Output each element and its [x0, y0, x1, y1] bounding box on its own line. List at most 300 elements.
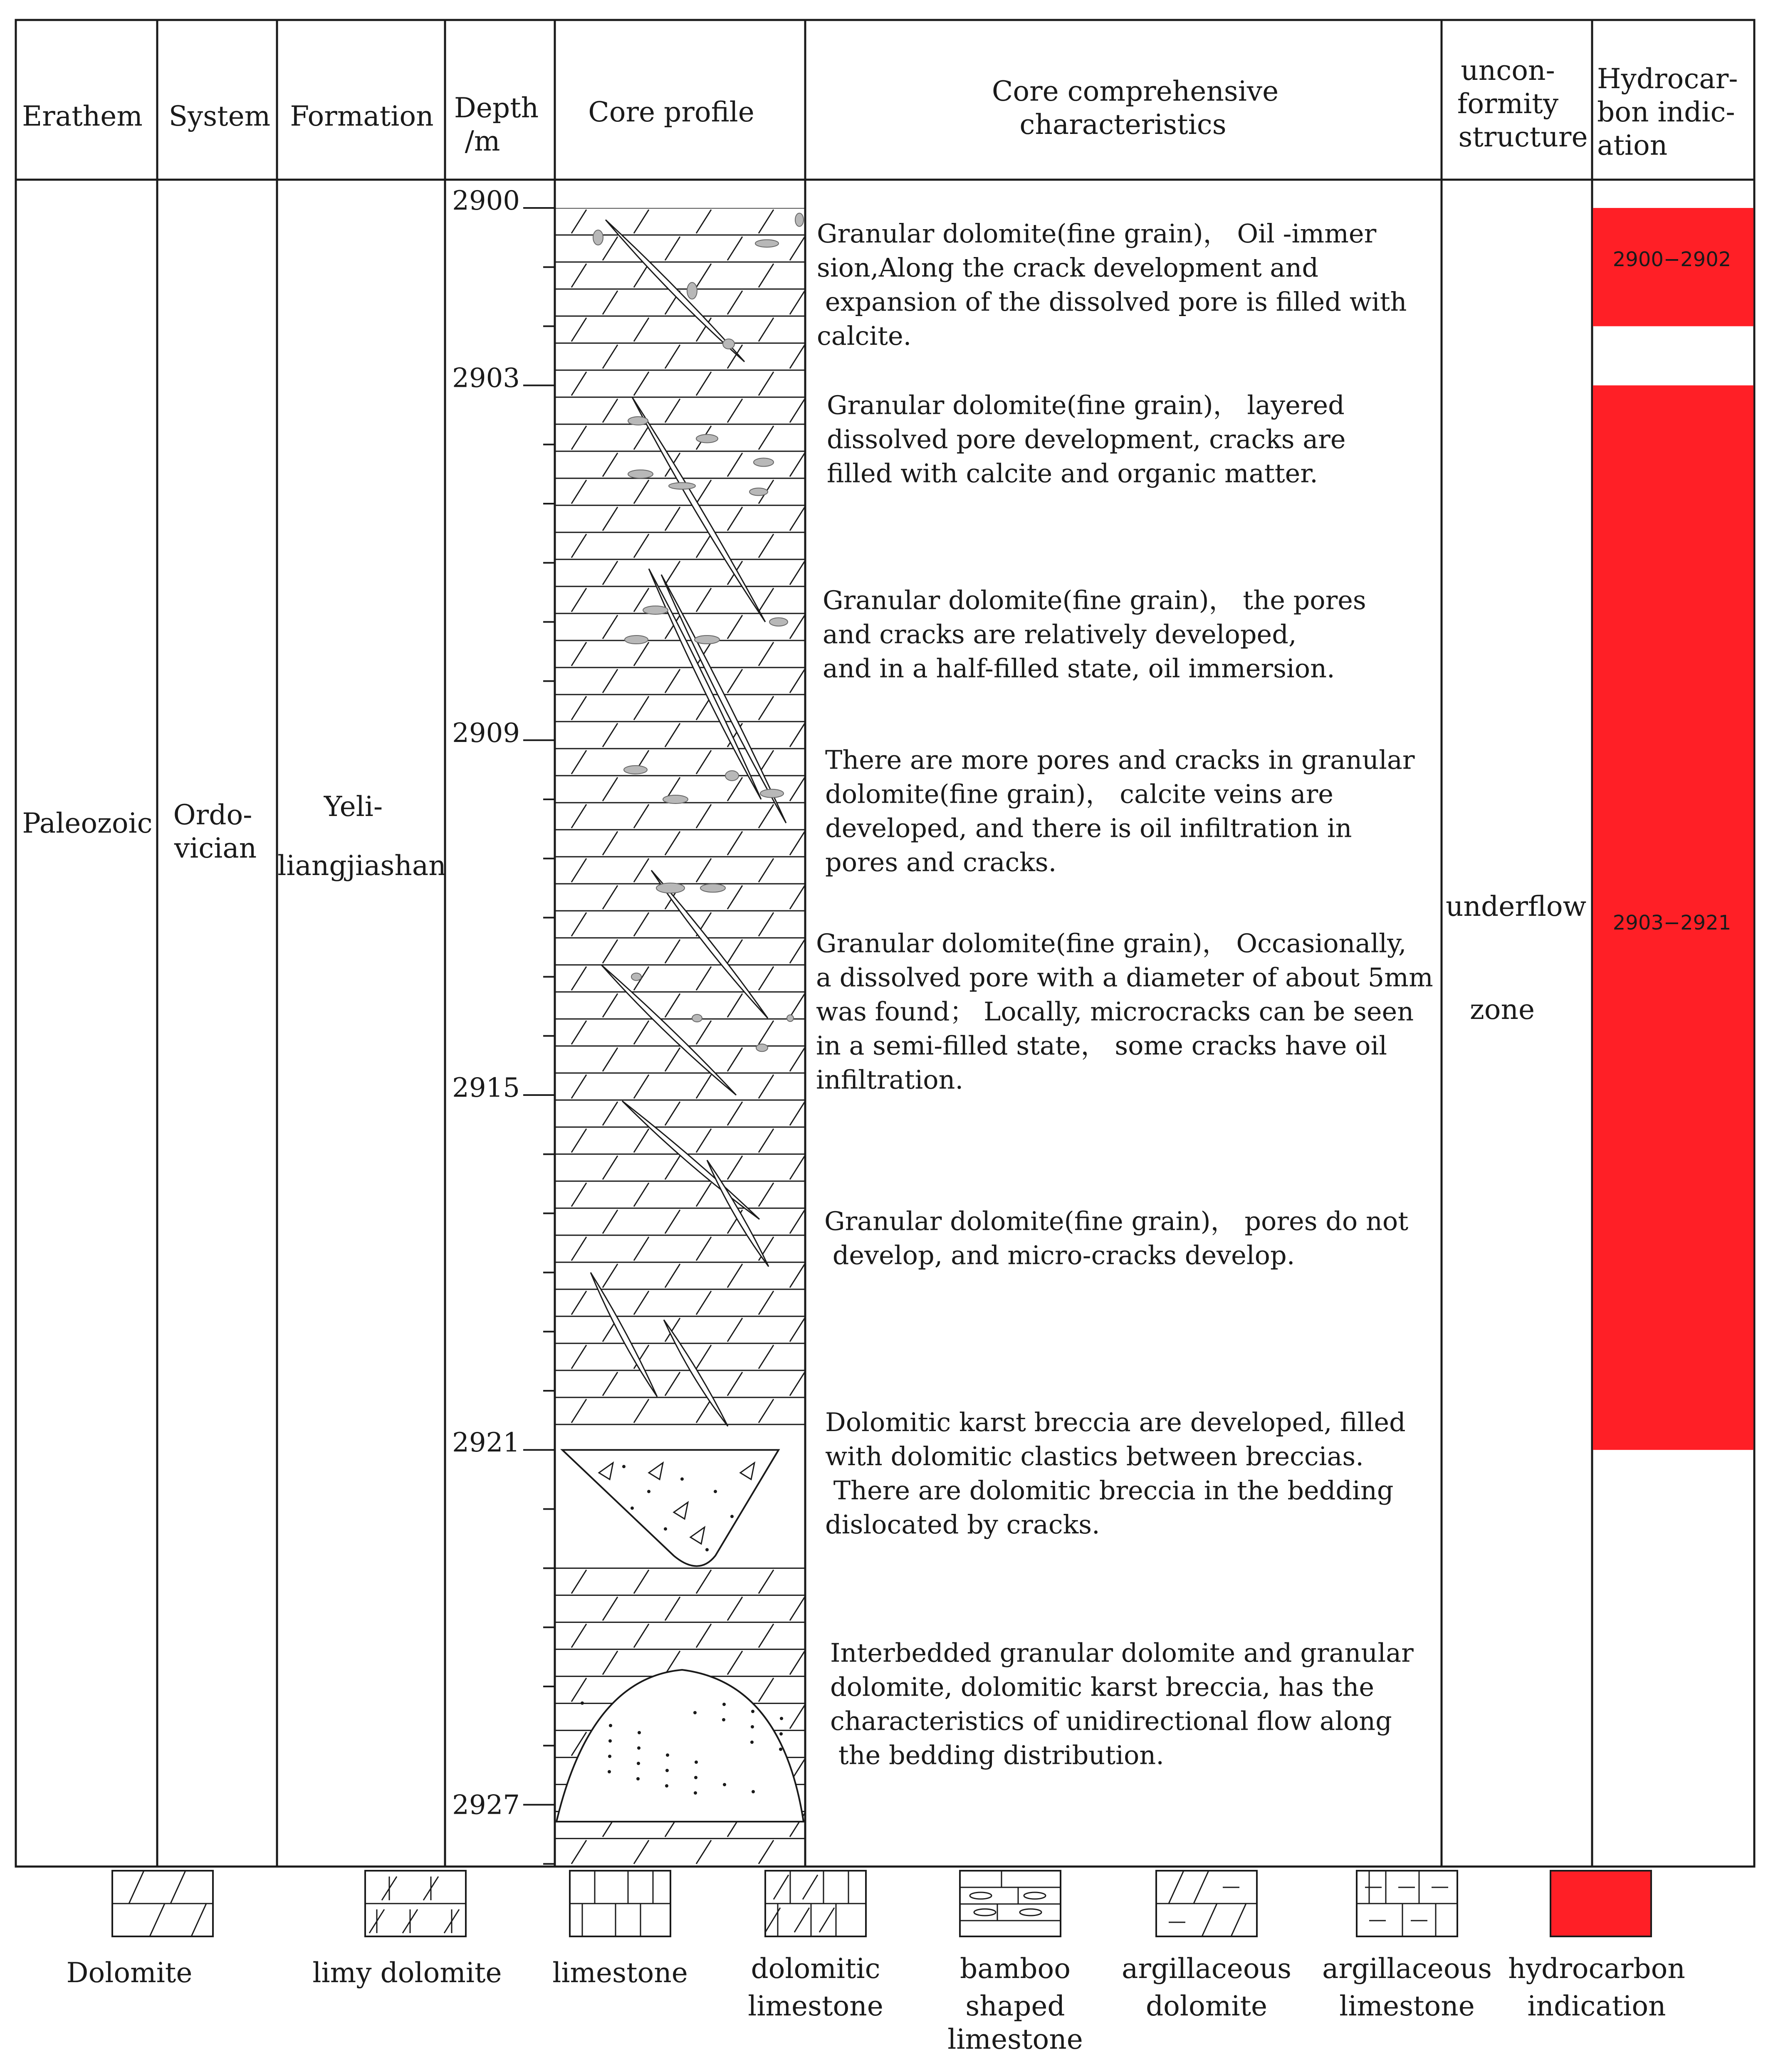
breccia-body [556, 1670, 804, 1822]
dolomite-hatch [665, 994, 680, 1017]
dolomite-hatch [696, 372, 711, 396]
dolomite-hatch [603, 291, 618, 314]
dolomite-hatch [634, 1237, 649, 1261]
core-description: Interbedded granular dolomite and granular dolomite, dolomitic karst breccia, has the characteristics of unidirectional flow along the bedding distribution. [830, 1637, 1414, 1770]
dolomite-hatch [634, 642, 649, 666]
dolomite-hatch [696, 750, 711, 774]
dolomite-hatch [790, 453, 805, 477]
system-value: Ordo- vician [173, 799, 257, 864]
dolomite-hatch [759, 1021, 774, 1044]
dolomite-hatch [727, 1651, 742, 1675]
dolomite-hatch [759, 588, 774, 612]
breccia-grain [665, 1769, 669, 1772]
dolomite-hatch [727, 1372, 742, 1396]
breccia-grain [750, 1741, 754, 1744]
dissolved-pore [624, 766, 647, 774]
bamboo-shaped-limestone-swatch [960, 1871, 1061, 1936]
dolomite-hatch [790, 1651, 805, 1675]
fracture [622, 1101, 759, 1219]
dolomite-hatch [634, 1183, 649, 1207]
dolomite-hatch [727, 615, 742, 639]
dolomite-hatch [571, 588, 586, 612]
dolomite-hatch [603, 777, 618, 801]
breccia-grain [631, 1506, 634, 1510]
breccia-grain [780, 1717, 783, 1720]
breccia-grain [636, 1777, 640, 1780]
dolomite-swatch [112, 1871, 213, 1936]
breccia-grain [694, 1776, 697, 1779]
dolomite-hatch [571, 426, 586, 450]
dolomite-hatch [790, 1372, 805, 1396]
legend-item-dolomitic-limestone [748, 1871, 883, 2022]
dolomite-hatch [790, 1597, 805, 1621]
breccia-grain [751, 1710, 754, 1713]
breccia-grain [779, 1748, 782, 1751]
dolomite-hatch [634, 1570, 649, 1594]
legend-label: limestone [552, 1957, 688, 1989]
dolomite-hatch [759, 696, 774, 720]
depth-axis [452, 185, 555, 1864]
dolomite-hatch [759, 1075, 774, 1098]
dolomite-hatch [759, 912, 774, 936]
dolomite-hatch [696, 588, 711, 612]
legend-item-hydrocarbon-indication [1508, 1871, 1685, 2022]
dolomite-hatch [759, 1237, 774, 1261]
breccia-grain [637, 1762, 640, 1765]
dolomite-hatch [696, 264, 711, 287]
depth-label: 2915 [452, 1073, 520, 1103]
dolomite-hatch [634, 372, 649, 396]
dissolved-pore [687, 282, 697, 299]
breccia-grain [622, 1465, 626, 1468]
dolomite-hatch [665, 1156, 680, 1179]
breccia-grain [693, 1711, 697, 1714]
dolomite-hatch [727, 669, 742, 693]
fracture [707, 1160, 769, 1266]
dolomite-hatch [665, 1597, 680, 1621]
dolomite-hatch [790, 237, 805, 260]
dolomite-hatch [790, 777, 805, 801]
dissolved-pore [755, 240, 779, 247]
dolomite-hatch [727, 831, 742, 855]
dolomitic-limestone-swatch [765, 1871, 866, 1936]
breccia-grain [779, 1732, 783, 1736]
dolomite-hatch [665, 507, 680, 531]
dissolved-pore [695, 635, 720, 644]
dolomite-hatch [696, 1183, 711, 1207]
dolomite-hatch [727, 885, 742, 909]
description-column [816, 218, 1433, 1770]
breccia-grain [665, 1784, 668, 1788]
dolomite-hatch [759, 1840, 774, 1864]
dolomite-hatch [696, 1021, 711, 1044]
fracture [649, 569, 761, 799]
hydrocarbon-column [1593, 208, 1753, 1450]
dolomite-hatch [665, 237, 680, 260]
dolomite-hatch [696, 1840, 711, 1864]
dolomite-hatch [727, 1102, 742, 1125]
depth-label: 2921 [452, 1427, 520, 1459]
dolomite-hatch [665, 345, 680, 368]
dolomite-hatch [759, 1399, 774, 1423]
dolomite-hatch [790, 1210, 805, 1234]
dolomite-hatch [603, 1048, 618, 1071]
dolomite-hatch [634, 1624, 649, 1648]
legend-swatch-frame [1550, 1871, 1651, 1936]
dolomite-hatch [696, 1570, 711, 1594]
dolomite-hatch [696, 1345, 711, 1369]
breccia-grain [608, 1755, 611, 1758]
dolomite-hatch [571, 210, 586, 233]
legend-label: limy dolomite [312, 1957, 502, 1989]
dolomite-hatch [571, 858, 586, 882]
breccia-grain [730, 1515, 734, 1518]
dolomite-hatch [790, 885, 805, 909]
dolomite-hatch [759, 858, 774, 882]
unconformity-value: underflow zone [1446, 890, 1587, 1026]
breccia-grain [695, 1760, 698, 1764]
dolomite-hatch [603, 1210, 618, 1234]
dolomite-hatch [759, 1291, 774, 1315]
dolomite-hatch [571, 642, 586, 666]
depth-label: 2909 [452, 717, 520, 749]
erathem-value: Paleozoic [22, 807, 153, 839]
dissolved-pore [754, 458, 774, 466]
dolomite-hatch [665, 1372, 680, 1396]
dolomite-hatch [571, 372, 586, 396]
dolomite-hatch [759, 210, 774, 233]
dolomite-hatch [634, 534, 649, 558]
hydrocarbon-indication-swatch [1550, 1871, 1651, 1936]
dolomite-hatch [727, 1597, 742, 1621]
dolomite-hatch [759, 264, 774, 287]
dissolved-pore [625, 635, 648, 644]
fracture [661, 575, 786, 823]
breccia-grain [608, 1739, 612, 1743]
header-core-profile: Core profile [588, 96, 754, 128]
dolomite-hatch [603, 615, 618, 639]
dissolved-pore [656, 883, 685, 893]
dolomite-hatch [727, 994, 742, 1017]
dissolved-pore [760, 789, 784, 798]
legend-item-bamboo-shaped-limestone [947, 1871, 1083, 2055]
dolomite-hatch [759, 642, 774, 666]
breccia-grain [609, 1724, 612, 1727]
breccia-grain [638, 1731, 641, 1734]
dissolved-pore [749, 488, 768, 496]
dissolved-pore [626, 198, 650, 206]
dissolved-pore [628, 417, 648, 425]
dolomite-hatch [696, 1129, 711, 1152]
dolomite-hatch [696, 1237, 711, 1261]
legend-label: bamboo shaped limestone [947, 1953, 1083, 2055]
legend-item-argillaceous-dolomite [1122, 1871, 1291, 2022]
legend [67, 1871, 1685, 2055]
dolomite-hatch [727, 1048, 742, 1071]
dolomite-hatch [571, 750, 586, 774]
dolomite-hatch [571, 1678, 586, 1702]
dolomite-hatch [727, 507, 742, 531]
legend-item-argillaceous-limestone [1322, 1871, 1492, 2022]
dissolved-pore [663, 795, 688, 804]
dolomite-hatch [727, 453, 742, 477]
dolomite-hatch [603, 940, 618, 963]
limy-dolomite-swatch [365, 1871, 466, 1936]
dolomite-hatch [571, 1345, 586, 1369]
dolomite-hatch [571, 480, 586, 504]
dissolved-pore [723, 339, 734, 349]
dissolved-pore [700, 884, 725, 892]
dolomite-hatch [665, 669, 680, 693]
dolomite-hatch [696, 967, 711, 990]
dolomite-hatch [727, 1264, 742, 1288]
dissolved-pore [787, 1015, 794, 1021]
dolomite-hatch [634, 1021, 649, 1044]
dolomite-hatch [603, 561, 618, 585]
hydrocarbon-interval-label: 2903−2921 [1612, 911, 1731, 935]
dolomite-hatch [571, 534, 586, 558]
dolomite-hatch [727, 1318, 742, 1342]
dolomite-hatch [634, 1840, 649, 1864]
dissolved-pore [593, 230, 603, 245]
dolomite-hatch [696, 858, 711, 882]
depth-label: 2900 [452, 185, 520, 216]
dolomite-hatch [665, 1048, 680, 1071]
dolomite-hatch [603, 1264, 618, 1288]
dolomite-hatch [634, 318, 649, 341]
dolomite-hatch [790, 1318, 805, 1342]
dolomite-hatch [603, 1156, 618, 1179]
fracture [591, 1273, 657, 1397]
hydrocarbon-interval-label: 2900−2902 [1612, 248, 1731, 271]
dolomite-hatch [790, 507, 805, 531]
dissolved-pore [628, 470, 653, 478]
dissolved-pore [769, 618, 788, 626]
dolomite-hatch [790, 994, 805, 1017]
formation-value: Yeli- liangjiashan [277, 791, 446, 882]
dolomite-hatch [634, 858, 649, 882]
dolomite-hatch [603, 507, 618, 531]
header-unconformity: uncon- formity structure [1457, 54, 1588, 153]
dissolved-pore [669, 482, 695, 489]
dolomite-hatch [759, 1345, 774, 1369]
legend-label: dolomitic limestone [748, 1953, 883, 2022]
dolomite-hatch [790, 831, 805, 855]
dolomite-hatch [759, 372, 774, 396]
breccia-grain [666, 1753, 669, 1757]
header-hydrocarbon: Hydrocar- bon indic- ation [1597, 63, 1738, 161]
dolomite-hatch [727, 940, 742, 963]
dolomite-hatch [571, 264, 586, 287]
breccia-grain [722, 1703, 726, 1706]
dolomite-hatch [571, 912, 586, 936]
limestone-swatch [570, 1871, 670, 1936]
dolomite-hatch [571, 967, 586, 990]
dolomite-hatch [634, 426, 649, 450]
core-description: There are more pores and cracks in granular dolomite(fine grain)， calcite veins are developed, and there is oil infiltration in pores and cracks. [825, 744, 1415, 878]
breccia-grain [722, 1718, 725, 1721]
dolomite-hatch [571, 1021, 586, 1044]
dolomite-hatch [759, 1678, 774, 1702]
dolomite-hatch [603, 885, 618, 909]
breccia-grain [647, 1490, 650, 1493]
breccia-grain [680, 1477, 684, 1481]
fracture [601, 965, 736, 1095]
dolomite-hatch [696, 1075, 711, 1098]
dolomite-hatch [571, 1183, 586, 1207]
dolomite-hatch [727, 237, 742, 260]
dolomite-hatch [634, 696, 649, 720]
breccia-grain [581, 1701, 584, 1705]
dolomite-hatch [790, 669, 805, 693]
dolomite-hatch [571, 1840, 586, 1864]
dolomite-hatch [790, 1264, 805, 1288]
legend-label: argillaceous limestone [1322, 1953, 1492, 2022]
header-erathem: Erathem [22, 100, 143, 132]
dolomite-hatch [696, 210, 711, 233]
dolomite-hatch [790, 1156, 805, 1179]
dolomite-hatch [634, 1075, 649, 1098]
dolomite-hatch [665, 940, 680, 963]
legend-item-dolomite [67, 1871, 213, 1989]
dolomite-hatch [571, 1237, 586, 1261]
dolomite-hatch [603, 1372, 618, 1396]
dolomite-hatch [790, 940, 805, 963]
core-description: Granular dolomite(fine grain)， layered dissolved pore development, cracks are filled with calcite and organic matter. [827, 390, 1346, 489]
dolomite-hatch [759, 1183, 774, 1207]
legend-item-limestone [552, 1871, 688, 1989]
dolomite-hatch [603, 723, 618, 747]
dolomite-hatch [759, 426, 774, 450]
breccia-grain [751, 1725, 754, 1728]
dolomite-hatch [790, 615, 805, 639]
dissolved-pore [795, 213, 804, 226]
dolomite-hatch [759, 1624, 774, 1648]
header-system: System [168, 100, 271, 132]
legend-label: Dolomite [66, 1957, 193, 1989]
breccia-grain [714, 1490, 717, 1493]
dolomite-hatch [696, 1291, 711, 1315]
breccia-grain [752, 1790, 755, 1793]
dolomite-hatch [727, 777, 742, 801]
dolomite-hatch [634, 1129, 649, 1152]
dolomite-hatch [727, 1156, 742, 1179]
argillaceous-limestone-swatch [1357, 1871, 1457, 1936]
breccia-grain [694, 1791, 697, 1795]
dolomite-hatch [571, 318, 586, 341]
breccia-grain [664, 1527, 667, 1531]
dolomite-hatch [571, 1075, 586, 1098]
dolomite-hatch [571, 1624, 586, 1648]
dolomite-hatch [634, 804, 649, 828]
dolomite-hatch [790, 345, 805, 368]
legend-label: argillaceous dolomite [1122, 1953, 1291, 2022]
dolomite-hatch [759, 967, 774, 990]
dolomite-hatch [696, 1624, 711, 1648]
dolomite-hatch [571, 1399, 586, 1423]
dolomite-hatch [634, 264, 649, 287]
dolomite-hatch [603, 1651, 618, 1675]
core-description: Granular dolomite(fine grain)， Oil -immer sion,Along the crack development and expansion of the dissolved pore is filled with calcite. [817, 218, 1407, 351]
dolomite-hatch [665, 1210, 680, 1234]
breccia-grain [705, 1548, 709, 1551]
legend-item-limy-dolomite [312, 1871, 502, 1989]
dolomite-hatch [696, 804, 711, 828]
core-description: Dolomitic karst breccia are developed, filled with dolomitic clastics between breccias. There are dolomitic breccia in the bedding dislocated by cracks. [825, 1407, 1406, 1540]
depth-label: 2927 [452, 1790, 520, 1821]
header-depth: Depth /m [454, 92, 539, 157]
dolomite-hatch [665, 723, 680, 747]
dolomite-hatch [790, 1048, 805, 1071]
header-formation: Formation [290, 100, 434, 132]
dissolved-pore [692, 1014, 702, 1022]
dolomite-hatch [634, 480, 649, 504]
core-description: Granular dolomite(fine grain)， the pores and cracks are relatively developed, and in a half-filled state, oil immersion. [823, 585, 1366, 684]
dissolved-pore [756, 1044, 768, 1051]
dolomite-hatch [603, 453, 618, 477]
argillaceous-dolomite-swatch [1156, 1871, 1257, 1936]
dolomite-hatch [665, 561, 680, 585]
dissolved-pore [643, 606, 668, 614]
dissolved-pore [725, 771, 739, 781]
dolomite-hatch [603, 1102, 618, 1125]
dolomite-hatch [727, 399, 742, 423]
dolomite-hatch [759, 318, 774, 341]
breccia-grain [637, 1746, 640, 1750]
dolomite-hatch [603, 669, 618, 693]
core-profile [555, 198, 805, 1864]
dolomite-hatch [571, 804, 586, 828]
dolomite-hatch [665, 399, 680, 423]
dolomite-hatch [696, 1399, 711, 1423]
dolomite-hatch [603, 994, 618, 1017]
dolomite-hatch [759, 1129, 774, 1152]
dolomite-hatch [634, 1291, 649, 1315]
dolomite-hatch [696, 534, 711, 558]
fracture [664, 1320, 728, 1426]
dolomite-hatch [603, 237, 618, 260]
dolomite-hatch [790, 1102, 805, 1125]
dolomite-hatch [790, 399, 805, 423]
dolomite-hatch [790, 561, 805, 585]
dolomite-hatch [790, 1705, 805, 1729]
dolomite-hatch [571, 1291, 586, 1315]
dolomite-hatch [696, 480, 711, 504]
core-description: Granular dolomite(fine grain)， pores do not develop, and micro-cracks develop. [824, 1206, 1409, 1271]
legend-label: hydrocarbon indication [1508, 1953, 1685, 2022]
header-characteristics: Core comprehensive characteristics [992, 75, 1279, 141]
dolomite-hatch [603, 1597, 618, 1621]
fracture [606, 220, 744, 361]
dolomite-hatch [571, 1129, 586, 1152]
dolomite-hatch [759, 534, 774, 558]
dolomite-hatch [571, 1570, 586, 1594]
dolomite-hatch [665, 1264, 680, 1288]
dolomite-hatch [759, 1570, 774, 1594]
dolomite-hatch [727, 291, 742, 314]
dissolved-pore [696, 435, 718, 443]
dolomite-hatch [790, 723, 805, 747]
core-description: Granular dolomite(fine grain)， Occasionally, a dissolved pore with a diameter of about 5mm was found； Locally, microcracks can be seen in a semi-filled state， some cracks have oil infiltration. [816, 928, 1433, 1095]
dolomite-hatch [759, 804, 774, 828]
dolomite-hatch [603, 399, 618, 423]
fracture [632, 397, 765, 622]
breccia-lens [562, 1450, 779, 1566]
dolomite-hatch [790, 291, 805, 314]
dissolved-pore [631, 973, 641, 981]
dolomite-hatch [634, 912, 649, 936]
breccia-grain [723, 1783, 726, 1786]
